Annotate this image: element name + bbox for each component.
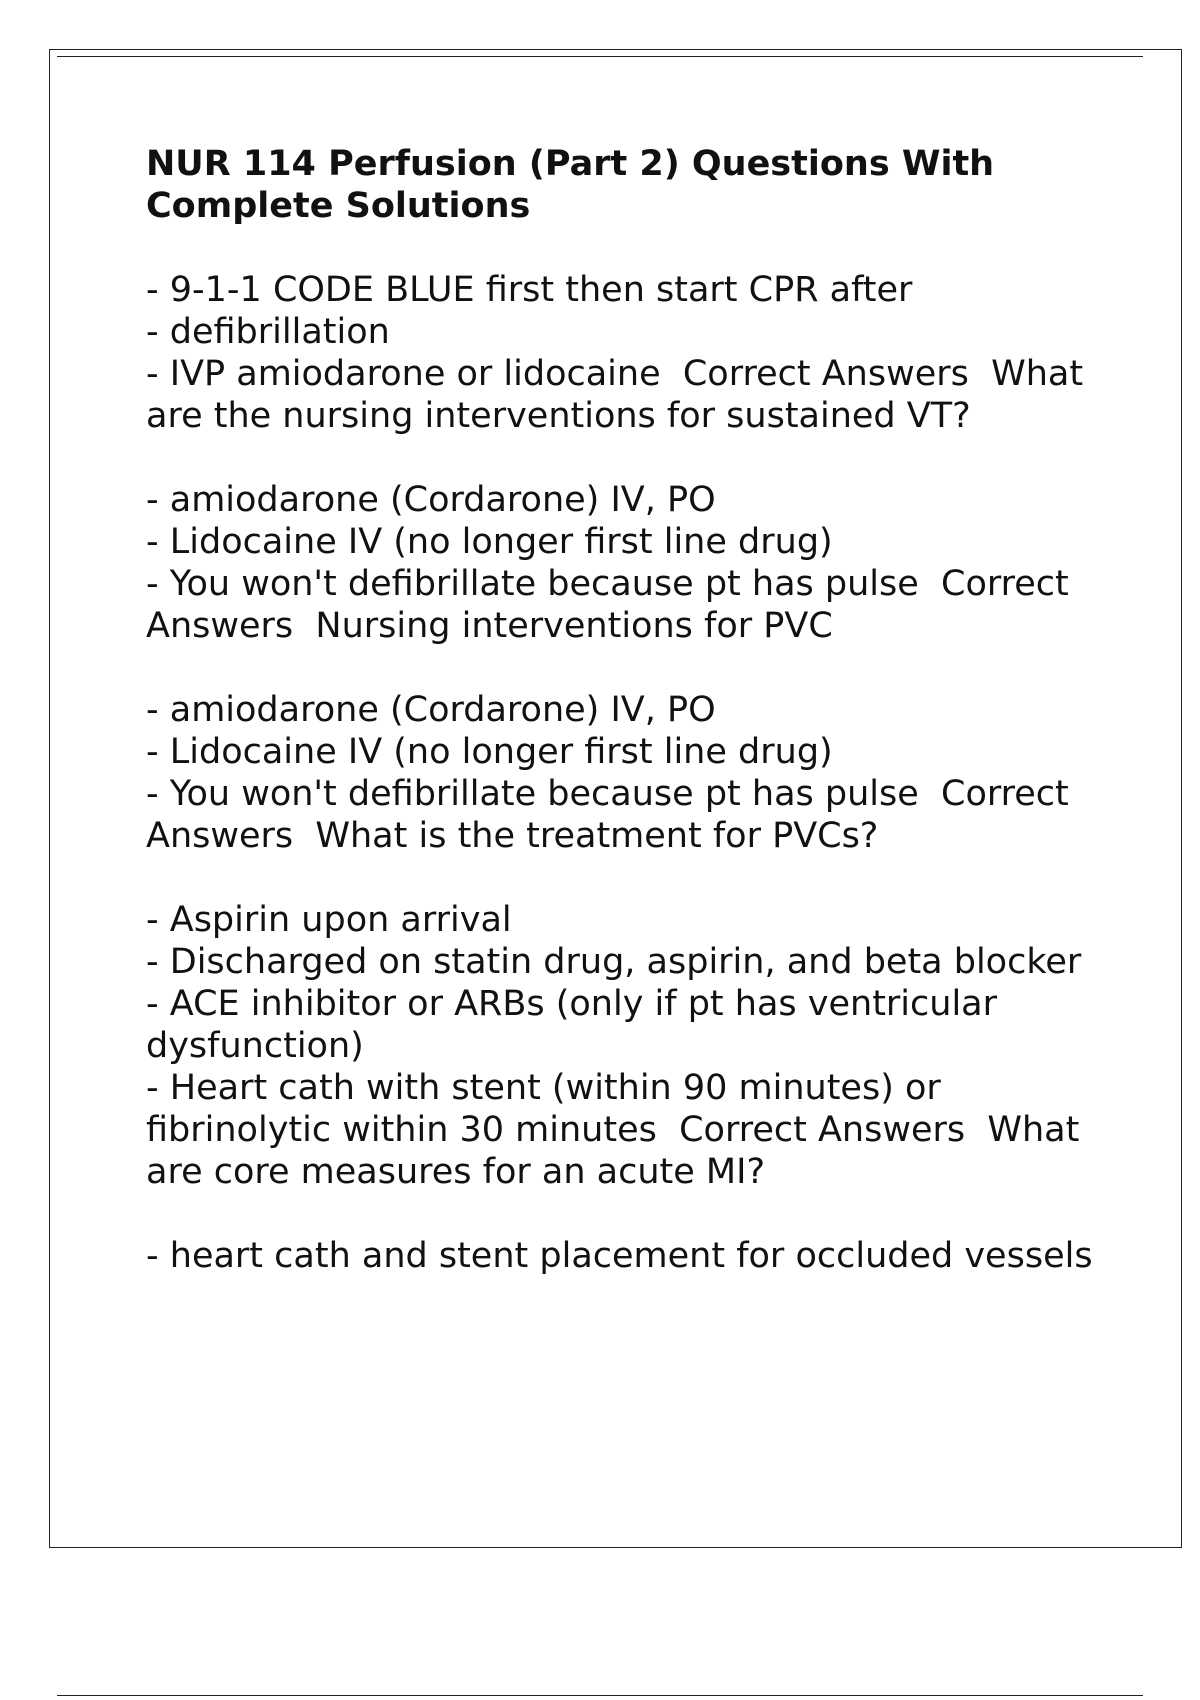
answer-line: - amiodarone (Cordarone) IV, PO <box>146 480 716 520</box>
qa-block <box>146 269 1096 437</box>
answer-question-line: - You won't defibrillate because pt has pulse Correct Answers What is the treatment for PVCs? <box>146 774 1080 856</box>
qa-block <box>146 479 1096 647</box>
answer-line: - Lidocaine IV (no longer first line drug) <box>146 522 833 562</box>
answer-question-line: - IVP amiodarone or lidocaine Correct Answers What are the nursing interventions for sustained VT? <box>146 354 1095 436</box>
header-rule <box>57 56 1143 57</box>
document-title: NUR 114 Perfusion (Part 2) Questions With Complete Solutions <box>146 144 995 226</box>
answer-question-line: - Heart cath with stent (within 90 minutes) or fibrinolytic within 30 minutes Correct Answers What are core measures for an acute MI? <box>146 1068 1091 1192</box>
qa-block <box>146 689 1096 857</box>
answer-line: - Aspirin upon arrival <box>146 900 512 940</box>
answer-line: - amiodarone (Cordarone) IV, PO <box>146 690 716 730</box>
answer-line: - 9-1-1 CODE BLUE first then start CPR after <box>146 270 913 310</box>
answer-line: - Lidocaine IV (no longer first line drug) <box>146 732 833 772</box>
answer-line: - defibrillation <box>146 312 390 352</box>
footer-rule <box>57 1695 1143 1696</box>
answer-line: - heart cath and stent placement for occluded vessels <box>146 1236 1093 1276</box>
answer-line: - Discharged on statin drug, aspirin, and beta blocker <box>146 942 1082 982</box>
qa-block <box>146 1235 1096 1277</box>
qa-block <box>146 899 1096 1193</box>
answer-line: - ACE inhibitor or ARBs (only if pt has ventricular dysfunction) <box>146 984 1009 1066</box>
answer-question-line: - You won't defibrillate because pt has pulse Correct Answers Nursing interventions for PVC <box>146 564 1080 646</box>
document-body <box>146 143 1096 1319</box>
